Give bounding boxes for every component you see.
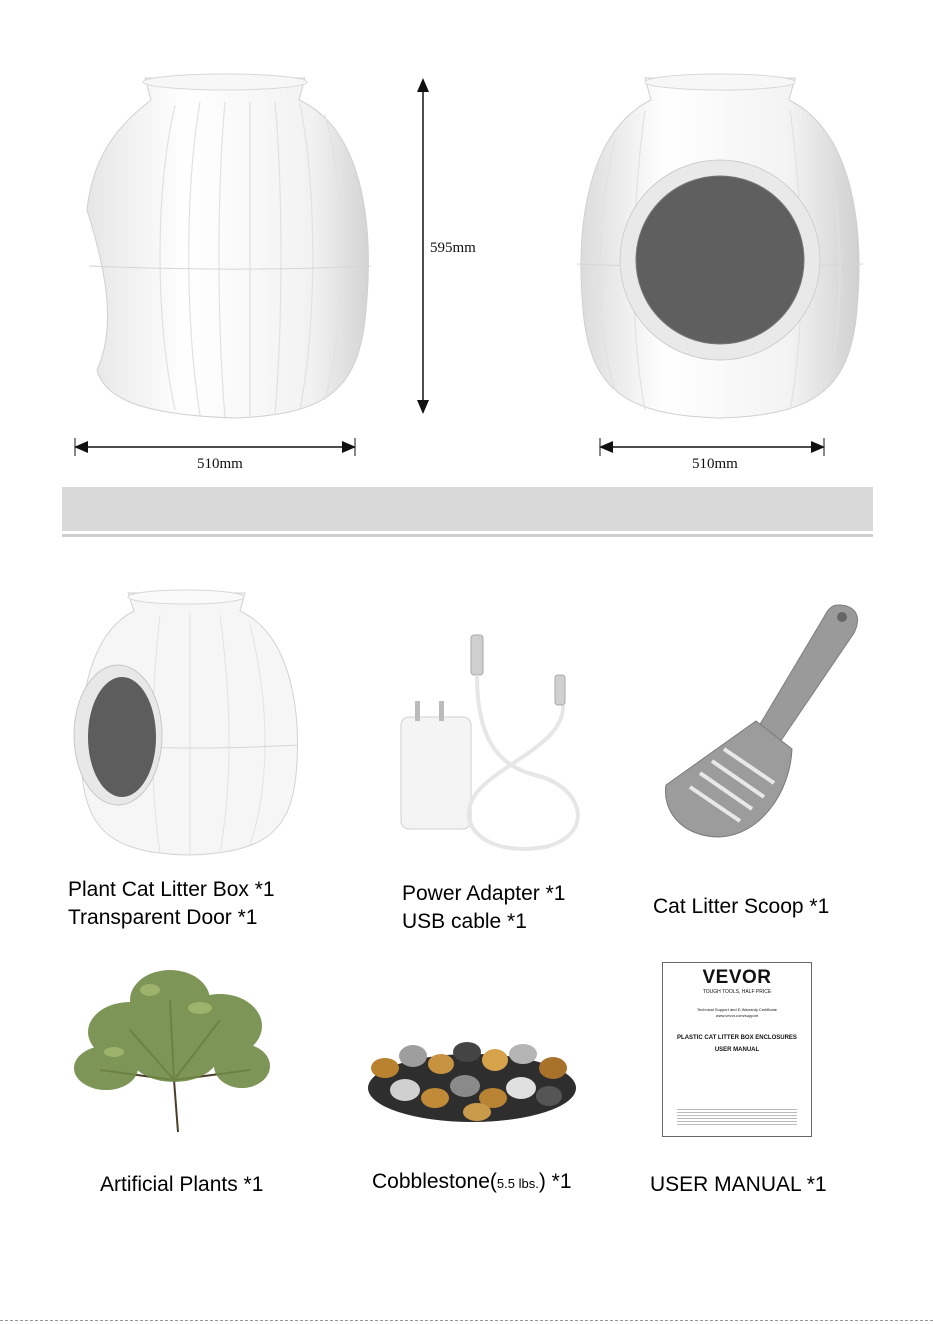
power-adapter-icon: [395, 625, 595, 855]
litter-box-side-view: [85, 70, 385, 430]
width-label-side: 510mm: [197, 456, 243, 472]
item-caption-power-adapter: Power Adapter *1 USB cable *1: [402, 882, 566, 933]
section-header-bar: [62, 487, 873, 531]
plant-icon: [70, 960, 270, 1135]
width-label-front: 510mm: [692, 456, 738, 472]
litter-box-front-view: [575, 70, 865, 430]
height-label: 595mm: [430, 240, 476, 256]
width-dimension-arrow-front: [599, 438, 825, 456]
section-divider: [62, 534, 873, 537]
page-bottom-edge: [0, 1320, 933, 1321]
scoop-icon: [660, 603, 865, 843]
manual-fine-print: [677, 1109, 797, 1127]
manual-site: www.vevor.com/support: [715, 1013, 759, 1018]
item-caption-litter-box: Plant Cat Litter Box *1 Transparent Door *1: [68, 878, 275, 929]
manual-subtitle: USER MANUAL: [714, 1047, 760, 1053]
manual-tagline: TOUGH TOOLS, HALF PRICE: [702, 989, 772, 995]
cobblestone-icon: [365, 1028, 580, 1128]
item-caption-plants: Artificial Plants *1: [100, 1173, 264, 1196]
item-caption-manual: USER MANUAL *1: [650, 1173, 827, 1196]
item-caption-scoop: Cat Litter Scoop *1: [653, 895, 830, 918]
litter-box-icon: [70, 585, 310, 860]
manual-icon: [662, 962, 812, 1137]
manual-support: Technical Support and E-Warranty Certificate: [697, 1007, 777, 1012]
manual-brand: VEVOR: [702, 967, 772, 988]
width-dimension-arrow-side: [74, 438, 356, 456]
manual-title: PLASTIC CAT LITTER BOX ENCLOSURES: [677, 1035, 797, 1041]
item-caption-cobblestone: Cobblestone(5.5 lbs.) *1: [372, 1170, 572, 1193]
